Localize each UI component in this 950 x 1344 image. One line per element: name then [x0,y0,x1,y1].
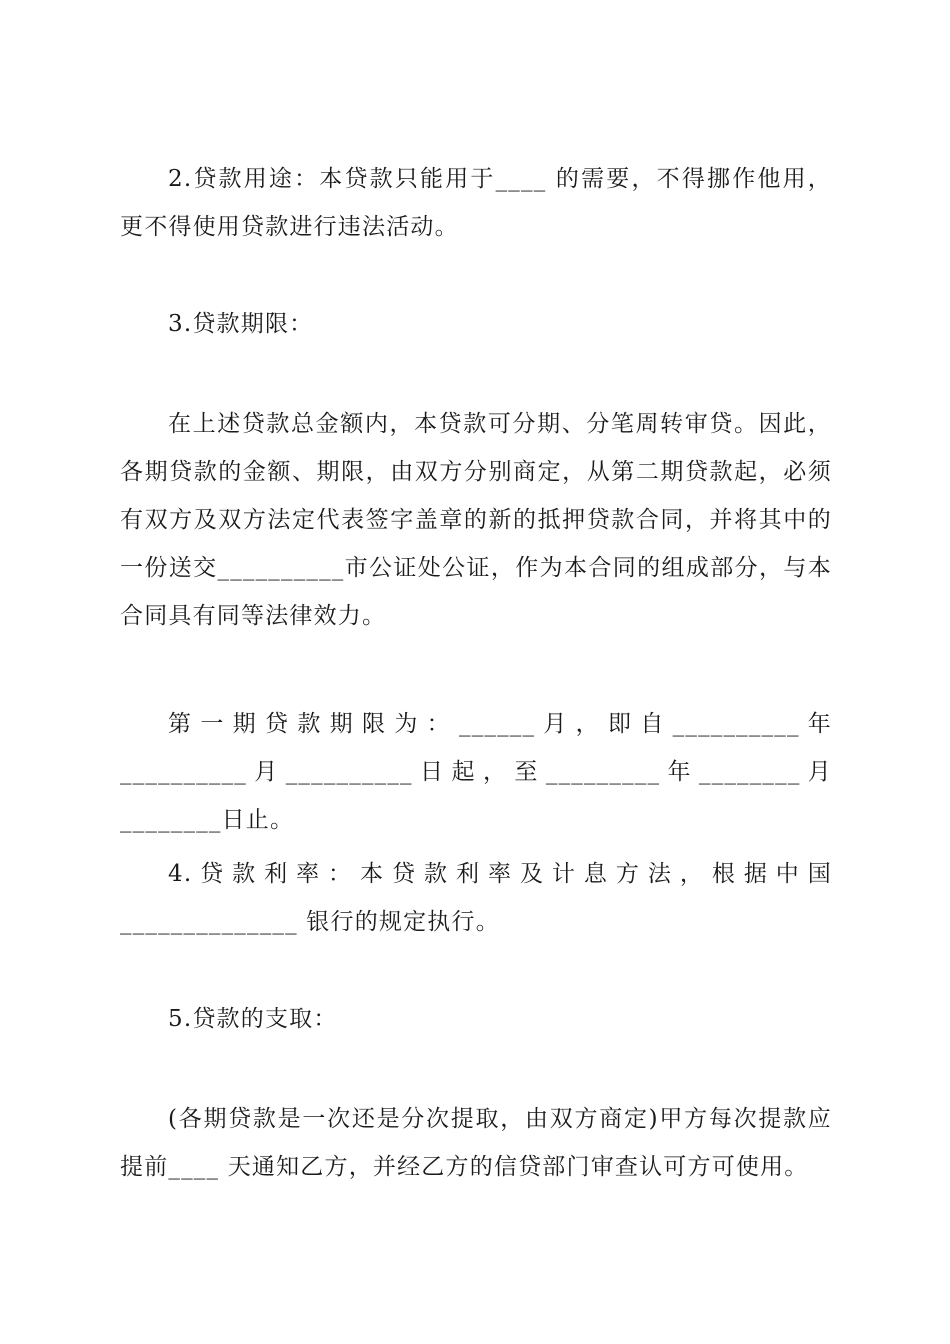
paragraph-loan-usage: 2.贷款用途：本贷款只能用于____ 的需要，不得挪作他用，更不得使用贷款进行违法活动。 [120,166,832,240]
paragraph-interest-rate: 4.贷款利率：本贷款利率及计息方法，根据中国______________ 银行的规定执行。 [120,861,832,935]
paragraph-first-term: 第一期贷款期限为：______月，即自__________年__________月__________日起，至_________年________月________日止。 [120,711,832,833]
heading-loan-term: 3.贷款期限： [168,311,314,337]
heading-loan-withdrawal: 5.贷款的支取： [168,1006,338,1032]
paragraph-loan-withdrawal-body: (各期贷款是一次还是分次提取，由双方商定)甲方每次提款应提前____ 天通知乙方，并经乙方的信贷部门审查认可方可使用。 [120,1106,832,1180]
paragraph-loan-term-body: 在上述贷款总金额内，本贷款可分期、分笔周转审贷。因此，各期贷款的金额、期限，由双方分别商定，从第二期贷款起，必须有双方及双方法定代表签字盖章的新的抵押贷款合同，并将其中的一份送交__________市公证处公证，作为本合同的组成部分，与本合同具有同等法律效力。 [120,411,832,629]
